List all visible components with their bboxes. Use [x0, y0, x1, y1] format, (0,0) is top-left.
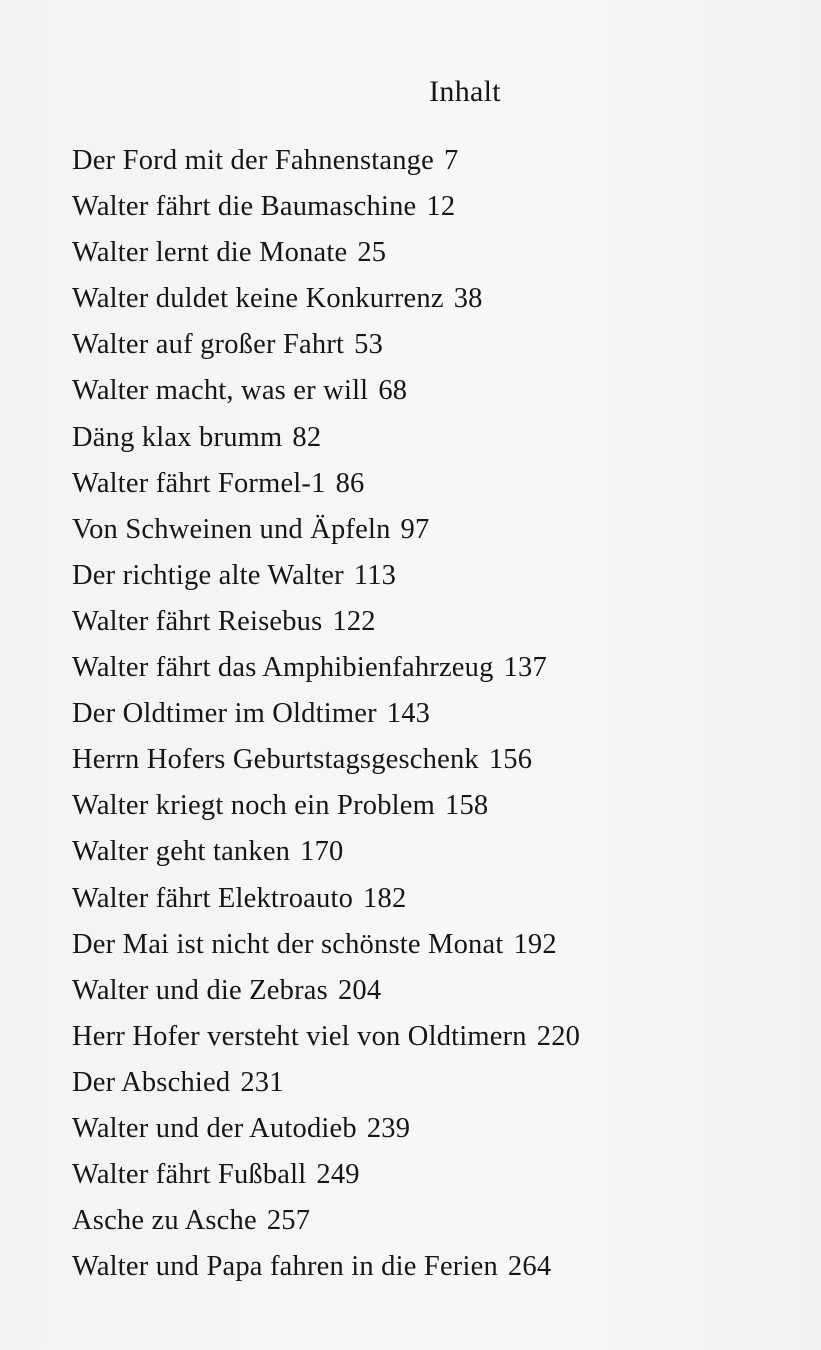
toc-entry [72, 325, 580, 371]
chapter-title: Herr Hofer versteht viel von Oldtimern [72, 1020, 527, 1052]
chapter-title: Walter fährt Fußball [72, 1159, 307, 1191]
toc-entry [72, 925, 580, 971]
page-number: 68 [378, 375, 408, 407]
chapter-title: Der richtige alte Walter [72, 559, 344, 591]
toc-entry [72, 879, 580, 925]
chapter-title: Walter duldet keine Konkurrenz [72, 283, 444, 315]
page-number: 249 [316, 1159, 360, 1191]
toc-entry [72, 740, 580, 786]
page-number: 158 [445, 790, 489, 822]
page-number: 82 [292, 421, 322, 453]
chapter-title: Der Mai ist nicht der schönste Monat [72, 928, 504, 960]
chapter-title: Walter geht tanken [72, 836, 291, 868]
chapter-title: Däng klax brumm [72, 421, 283, 453]
chapter-title: Der Abschied [72, 1066, 231, 1098]
page-number: 25 [357, 237, 387, 269]
chapter-title: Von Schweinen und Äpfeln [72, 513, 391, 545]
chapter-title: Walter und der Autodieb [72, 1112, 357, 1144]
chapter-title: Herrn Hofers Geburtstagsgeschenk [72, 744, 479, 776]
page-number: 113 [353, 559, 397, 591]
page-number: 264 [507, 1251, 552, 1283]
toc-entry [72, 510, 580, 556]
toc-entry [72, 786, 580, 832]
page-number: 7 [443, 145, 459, 176]
page-number: 143 [386, 698, 431, 730]
toc-title: Inhalt [429, 75, 501, 108]
chapter-title: Asche zu Asche [72, 1205, 257, 1237]
page-number: 137 [503, 652, 547, 684]
page-number: 192 [513, 928, 557, 960]
toc-entry [72, 1155, 580, 1201]
toc-entry [72, 233, 580, 279]
page-number: 122 [332, 605, 376, 637]
toc-entry [72, 1063, 580, 1109]
chapter-title: Walter und die Zebras [72, 974, 328, 1006]
toc-entry [72, 832, 580, 878]
page-number: 220 [536, 1020, 581, 1052]
toc-entry [72, 556, 580, 602]
toc-entry [72, 371, 580, 417]
chapter-title: Walter fährt Elektroauto [72, 882, 354, 914]
page-number: 257 [266, 1205, 311, 1237]
toc-entry [72, 694, 580, 740]
chapter-title: Walter auf großer Fahrt [72, 329, 345, 361]
page-number: 86 [335, 467, 365, 499]
page-number: 239 [366, 1112, 411, 1144]
page-number: 53 [354, 329, 384, 361]
page-number: 182 [363, 882, 407, 914]
page-number: 156 [488, 744, 533, 776]
chapter-title: Walter fährt das Amphibienfahrzeug [72, 652, 494, 684]
toc-entry [72, 971, 580, 1017]
toc-entry [72, 279, 580, 325]
chapter-title: Walter und Papa fahren in die Ferien [72, 1251, 498, 1283]
chapter-title: Walter fährt Reisebus [72, 605, 323, 637]
page-number: 12 [426, 191, 456, 223]
toc-entry [72, 464, 580, 510]
page-number: 170 [300, 836, 344, 868]
page-number: 97 [400, 513, 430, 545]
toc-entry [72, 602, 580, 648]
page-number: 231 [240, 1066, 284, 1098]
toc-entry [72, 648, 580, 694]
chapter-title: Walter lernt die Monate [72, 237, 348, 269]
page-number: 38 [453, 283, 483, 315]
toc-entry [72, 418, 580, 464]
chapter-title: Walter macht, was er will [72, 375, 369, 407]
chapter-title: Walter kriegt noch ein Problem [72, 790, 436, 822]
page-number: 204 [337, 974, 382, 1006]
toc-list [72, 141, 580, 1293]
toc-entry [72, 1201, 580, 1247]
chapter-title: Der Ford mit der Fahnenstange [72, 145, 434, 176]
toc-entry [72, 1017, 580, 1063]
chapter-title: Der Oldtimer im Oldtimer [72, 698, 377, 730]
toc-entry [72, 1247, 580, 1293]
toc-entry [72, 187, 580, 233]
toc-entry [72, 1109, 580, 1155]
toc-entry [72, 141, 580, 187]
chapter-title: Walter fährt die Baumaschine [72, 191, 417, 223]
chapter-title: Walter fährt Formel-1 [72, 467, 326, 499]
